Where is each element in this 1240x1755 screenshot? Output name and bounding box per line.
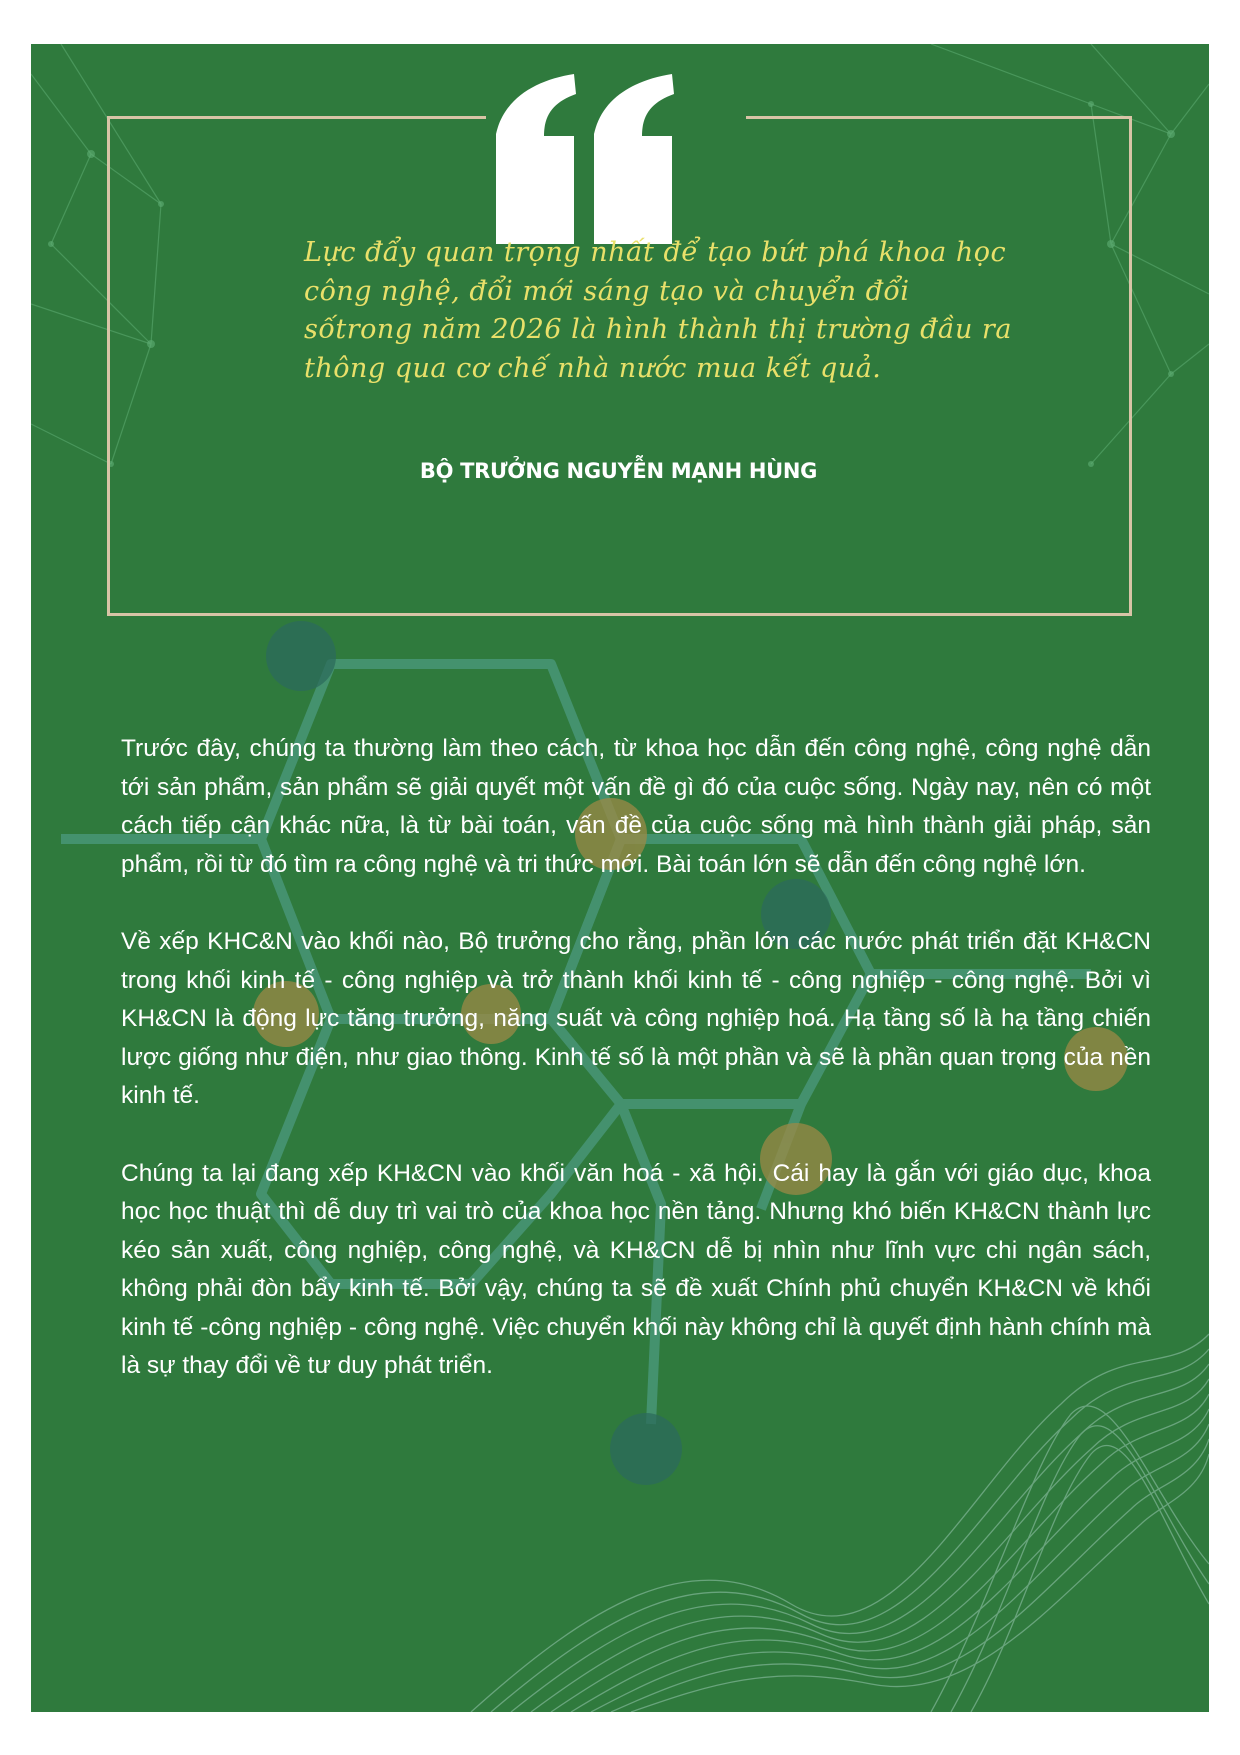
page-card: [31, 44, 1209, 1712]
quote-text: Lực đẩy quan trọng nhất để tạo bứt phá khoa học công nghệ, đổi mới sáng tạo và chuyển đổi sốtrong năm 2026 là hình thành thị trường đầu ra thông qua cơ chế nhà nước mua kết quả.: [304, 237, 1012, 384]
body-paragraph: Chúng ta lại đang xếp KH&CN vào khối văn hoá - xã hội. Cái hay là gắn với giáo dục, khoa học học thuật thì dễ duy trì vai trò của khoa học nền tảng. Nhưng khó biến KH&CN thành lực kéo sản xuất, công nghiệp, công nghệ, và KH&CN dễ bị nhìn như lĩnh vực chi ngân sách, không phải đòn bẩy kinh tế. Bởi vậy, chúng ta sẽ đề xuất Chính phủ chuyển KH&CN về khối kinh tế -công nghiệp - công nghệ. Việc chuyển khối này không chỉ là quyết định hành chính mà là sự thay đổi về tư duy phát triển.: [121, 1159, 1151, 1379]
article-body: [121, 730, 1151, 1425]
quote-author: BỘ TRƯỞNG NGUYỄN MẠNH HÙNG: [419, 459, 818, 483]
molecule-node: [266, 621, 336, 691]
body-paragraph: Về xếp KHC&N vào khối nào, Bộ trưởng cho rằng, phần lớn các nước phát triển đặt KH&CN trong khối kinh tế - công nghiệp và trở thành khối kinh tế - công nghiệp - công nghệ. Bởi vì KH&CN là động lực tăng trưởng, năng suất và công nghiệp hoá. Hạ tầng số là hạ tầng chiến lược giống như điện, như giao thông. Kinh tế số là một phần và sẽ là phần quan trọng của nền kinh tế.: [121, 928, 1151, 1109]
left-double-quote-icon: [496, 74, 736, 244]
body-paragraph: Trước đây, chúng ta thường làm theo cách, từ khoa học dẫn đến công nghệ, công nghệ dẫn tới sản phẩm, sản phẩm sẽ giải quyết một vấn đề gì đó của cuộc sống. Ngày nay, nên có một cách tiếp cận khác nữa, là từ bài toán, vấn đề của cuộc sống mà hình thành giải pháp, sản phẩm, rồi từ đó tìm ra công nghệ và tri thức mới. Bài toán lớn sẽ dẫn đến công nghệ lớn.: [121, 735, 1151, 878]
